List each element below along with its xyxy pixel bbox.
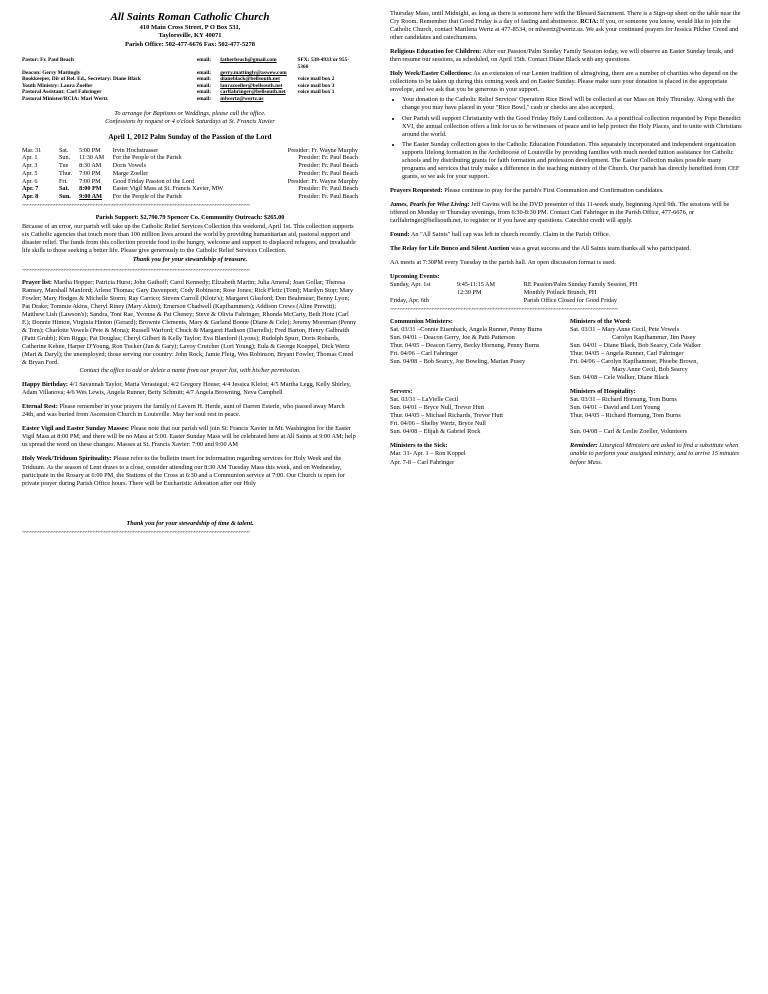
staff-role: Pastor: Fr. Paul Beach	[22, 57, 74, 64]
staff-role: Youth Ministry: Laura Zoeller	[22, 82, 93, 89]
list-item: • The Easter Sunday collection goes to the Catholic Education Foundation. This separately incorporated and independent organization supports lifelong formation in the Archdiocese of Louisville by providing families with much needed tuition assistance for Catholic schools and by distributing grants for faith formation and profession development. The Easter Collection makes possible many programs and services that truly make a difference in the teaching ministry of the Church. Our parish has directly benefited from CEF grants, so we ask for your support.	[402, 141, 742, 181]
ministers-row-1	[390, 318, 742, 382]
religious-ed	[390, 48, 742, 64]
aa-notice: AA meets at 7:30PM every Tuesday in the parish hall. An open discussion format is used.	[390, 259, 616, 267]
eternal-rest	[22, 403, 358, 419]
found-label: Found:	[390, 231, 410, 239]
email-label: email:	[196, 76, 212, 83]
schedule-date: Apr. 6	[22, 177, 38, 185]
birthday-text: 4/1 Savannah Taylor, Maria Verastegui; 4/2 Gregory House; 4/4 Jessica Klefot; 4/5 Martha Legg, Kelly Shirley, Adam Villanova; 4/6 Wes Lewis, Angela Runner, Betty Schmitt; 4/7 Angela Browning, Neva Campbell	[22, 381, 351, 397]
list-item	[570, 420, 742, 428]
staff-extra	[298, 96, 359, 102]
schedule-date: Apr. 5	[22, 169, 38, 177]
schedule-presider: Presider: Fr. Wayne Murphy	[287, 177, 358, 185]
pearls-label: James, Pearls for Wise Living:	[390, 200, 470, 208]
divider: ~~~~~~~~~~~~~~~~~~~~~~~~~~~~~~~~~~~~~~~~~~~~~~~~~~~~~~~~~~~~~~~~~~~~~~~~~~~~~~~~~~~~~~	[22, 530, 250, 537]
thanks-treasure: Thank you for your stewardship of treasure.	[132, 255, 248, 263]
thanks-time: Thank you for your stewardship of time & talent.	[126, 520, 254, 527]
divider: ~~~~~~~~~~~~~~~~~~~~~~~~~~~~~~~~~~~~~~~~~~~~~~~~~~~~~~~~~~~~~~~~~~~~~~~~~~~~~~~~~~~~~~	[22, 202, 250, 209]
church-title: All Saints Roman Catholic Church	[110, 11, 270, 23]
pearls-text: Jeff Cavins will be the DVD presenter of this 11-week study, beginning April 9th. The sessions will be offered on Monday or Thursday evenings, from 6:30-8:30 PM. Contact Carl Fahringer in the Parish Office, 477-6676, or carlfahringer@bellsouth.net, to register or if you have any questions. Catechist credit will apply.	[390, 200, 730, 225]
communion-label: Communion Ministers:	[390, 317, 453, 325]
schedule-intention: For the People of the Parish	[112, 193, 182, 201]
staff-extra: voice mail box 1	[297, 89, 335, 96]
relay-label: The Relay for Life Bunco and Silent Auction	[390, 245, 510, 253]
staff-directory	[22, 57, 358, 102]
schedule-intention: Irvin Hochstrasser	[112, 146, 159, 154]
event-date	[390, 289, 457, 297]
list-item: Sun. 04/08 – Carl & Leslie Zoeller, Volunteers	[570, 428, 688, 436]
schedule-presider: Presider: Fr. Paul Beach	[298, 154, 358, 162]
list-item: Sat. 03/31 – Richard Hornung, Tom Burns	[570, 396, 677, 404]
staff-email-link[interactable]: fatherbeach@gmail.com	[220, 57, 277, 64]
email-label: email:	[196, 69, 212, 76]
schedule-presider: Presider: Fr. Paul Beach	[298, 193, 358, 201]
rest-label: Eternal Rest:	[22, 403, 58, 411]
schedule-row	[22, 147, 358, 155]
staff-row	[22, 96, 358, 102]
staff-email-link[interactable]: dianeblack@bellsouth.net	[220, 76, 280, 83]
email-label: email:	[196, 89, 212, 96]
list-item: Sun. 04/01 – Deacon Gerry, Joe & Patti Patterson	[390, 333, 515, 341]
list-item: Sat. 03/31 – LaVielle Cecil	[390, 396, 459, 404]
mass-schedule	[22, 147, 358, 201]
left-footer	[22, 520, 358, 541]
reminder-body: Liturgical Ministers are asked to find a substitute when unable to perform your assigned ministry, and to arrive 15 minutes before Mass.	[570, 442, 740, 466]
event-description: RE Passion/Palm Sunday Family Session, PH	[523, 281, 638, 289]
reled-label: Religious Education for Children:	[390, 48, 482, 56]
reminder-label: Reminder:	[570, 442, 598, 450]
holyweek-text: Please refer to the bulletin insert for information regarding services for Holy Week and the Triduum. As the season of Lent draws to a close, consider attending our 8:30 AM Tuesday Mass this week, and on Wednesday, participate in the Rosary at 6:00 PM, the Stations of the Cross at 6:30 and a Communion service at 7:00. Our Church is open for private prayer during Parish Office hours. There will be Eucharistic Adoration after our Holy	[22, 455, 345, 487]
easter-masses	[22, 425, 358, 449]
schedule-intention: Good Friday Passion of the Lord	[112, 177, 194, 185]
servers-label: Servers:	[390, 388, 413, 396]
events-label: Upcoming Events:	[390, 273, 440, 281]
list-item: Thur. 04/05 – Deacon Gerry, Becky Hornung, Penny Burns	[390, 341, 540, 349]
schedule-day: Sun.	[58, 154, 71, 162]
ministers-row-3	[390, 442, 742, 470]
list-item: • Our Parish will support Christianity with the Good Friday Holy Land collection. As a pontifical collection requested by Pope Benedict XVI, the annual collection offers a link for us to be witnesses of peace and to help protect the Holy Places, and to unite with Christians around the world.	[402, 115, 742, 139]
schedule-time: 7:00 PM	[79, 169, 101, 177]
staff-email-link[interactable]: mlwertz@wertz.us	[220, 95, 264, 102]
rcia-text: If you, or someone you know, would like to join the Catholic Church, contact Marilena Wertz at 477-8534, or mlwertz@wertz.us. We ask your continued prayers for Jessica Pilcher Creed and other candidates and catechumens.	[390, 18, 739, 42]
schedule-row	[22, 162, 358, 170]
list-item: Mary Anne Cecil, Bob Searcy	[612, 366, 688, 374]
schedule-date: Apr. 8	[22, 193, 39, 201]
event-time: 9:45-11:15 AM	[456, 281, 495, 289]
support-line: Parish Support: $2,790.79 Spencer Co. Community Outreach: $265.00	[95, 213, 285, 221]
birthdays	[22, 381, 358, 397]
list-item: • Your donation to the Catholic Relief Services' Operation Rice Bowl will be collected at our Mass on Holy Thursday. Along with the change you may have placed in your "Rice Bowl," cash or checks are also accepted.	[402, 96, 742, 112]
found-notice	[390, 231, 742, 239]
schedule-intention: Marge Zoeller	[112, 169, 149, 177]
prayers-requested	[390, 187, 742, 195]
event-time: 12:30 PM	[456, 289, 482, 297]
collections-label: Holy Week/Easter Collections:	[390, 70, 472, 78]
staff-role: Pastoral Assistant: Carl Fahringer	[22, 89, 102, 96]
address-line-2: Taylorsville, KY 40071	[158, 32, 222, 40]
prayers-req-label: Prayers Requested:	[390, 186, 443, 194]
crs-paragraph: Because of an error, our parish will take up the Catholic Relief Services Collection this weekend, April 1st. This collection supports six Catholic agencies that touch more than 100 million lives around the world by providing humanitarian aid, pastoral support and disaster relief. The funds from this collection provide food to the hungry, welcome and support to displaced refugees, and invaluable life skills to those seeking a better life. Please give generously to the Catholic Relief Services Collection.	[22, 222, 356, 254]
staff-extra: voice mail box 2	[297, 76, 335, 83]
schedule-time: 9:00 AM	[79, 193, 102, 201]
ministers-row-2	[390, 388, 742, 436]
schedule-day: Sat.	[58, 185, 70, 193]
easter-text: Please note that our parish will join St. Francis Xavier in Mt. Washington for the Easter Vigil Mass at 8:00 PM; and there will be no Mass at 5:00. Easter Sunday Mass will be celebrated here at All Saints at 9:00 AM; help us spread the word on these changes. Masses at St. Francis Xavier: 7:00 and 9:00 AM	[22, 425, 356, 449]
holyweek-label: Holy Week/Triduum Spirituality:	[22, 455, 112, 463]
schedule-time: 7:00 PM	[79, 177, 101, 185]
email-label: email:	[196, 95, 212, 102]
schedule-intention: Doris Vowels	[112, 162, 146, 170]
schedule-date: Apr. 7	[22, 185, 39, 193]
list-item: Sun. 04/01 – Diane Black, Bob Searcy, Cele Walker	[570, 341, 701, 349]
word-ministers	[570, 318, 742, 382]
date-heading: April 1, 2012 Palm Sunday of the Passion of the Lord	[108, 132, 272, 141]
holy-week	[22, 455, 358, 487]
schedule-intention: For the People of the Parish	[112, 154, 182, 162]
schedule-time: 8:30 AM	[79, 162, 102, 170]
schedule-presider: Presider: Fr. Paul Beach	[298, 162, 358, 170]
schedule-time: 11:30 AM	[79, 154, 105, 162]
sick-ministers	[390, 442, 562, 470]
schedule-row	[22, 154, 358, 162]
staff-role: Deacon: Gerry Mattingly	[22, 69, 81, 76]
collections-text: As an extension of our Lenten tradition of almsgiving, there are a number of charities who depend on the collections to be taken up during this coming week and on Easter Sunday. Please make sure your donation is placed in the appropriate envelope, and we ask that you be generous in your support.	[390, 70, 738, 94]
hospitality-label: Ministers of Hospitality:	[570, 388, 636, 396]
schedule-row	[22, 170, 358, 178]
baptism-note: To arrange for Baptisms or Weddings, please call the office.	[114, 110, 266, 118]
staff-role: Bookkeeper, Dir of Rel. Ed., Secretary: Diane Black	[22, 76, 141, 83]
list-item: Sat. 03/31 –Connie Eisenback, Angela Runner, Penny Burns	[390, 325, 543, 333]
address-line-1: 410 Main Cross Street, P O Box 531,	[139, 24, 241, 32]
list-item: Thur. 04/05 – Richard Hornung, Tom Burns	[570, 412, 681, 420]
schedule-intention: Easter Vigil Mass at St. Francis Xavier, MW	[112, 185, 224, 193]
reled-text: After our Passion/Palm Sunday Family Session today, we will observe an Easter Sunday break, and then resume our sessions, as scheduled, on April 15th. Contact Diane Black with any questions.	[390, 48, 734, 64]
schedule-day: Sat.	[58, 146, 69, 154]
list-item: Thur. 04/05 – Angela Runner, Carl Fahringer	[570, 349, 684, 357]
event-date: Sunday, Apr. 1st	[390, 281, 431, 289]
adoration-text	[390, 10, 742, 42]
schedule-time: 8:00 PM	[79, 185, 102, 193]
list-item: Sun. 04/08 – Bob Searcy, Joe Bowling, Marian Pusey	[390, 357, 526, 365]
schedule-day: Sun.	[58, 193, 71, 201]
relay-text: was a great success and the All Saints team thanks all who participated.	[510, 245, 691, 253]
schedule-presider: Presider: Fr. Wayne Murphy	[287, 146, 358, 154]
schedule-time: 5:00 PM	[79, 146, 101, 154]
phone-numbers: Parish Office: 502-477-6676 Fax: 502-477-5278	[125, 40, 255, 48]
found-text: An "All Saints" ball cap was left in church recently. Claim in the Parish Office.	[410, 231, 611, 239]
schedule-presider: Presider: Fr. Paul Beach	[298, 185, 358, 193]
birthday-label: Happy Birthday:	[22, 381, 69, 389]
confession-note: Confessions by request or 4 o'clock Saturdays at St. Francis Xavier	[105, 118, 275, 126]
staff-row	[22, 57, 358, 70]
schedule-row	[22, 178, 358, 186]
schedule-row	[22, 185, 358, 193]
prayer-contact: Contact the office to add or delete a name from our prayer list, with his/her permission.	[79, 367, 301, 375]
reminder	[570, 442, 742, 470]
left-column	[22, 10, 358, 492]
list-item: Sat. 03/31 – Mary Anne Cecil, Pete Vowels	[570, 325, 680, 333]
events-table	[390, 281, 742, 305]
email-label: email:	[196, 82, 212, 89]
word-label: Ministers of the Word:	[570, 317, 632, 325]
staff-extra: voice mail box 3	[297, 82, 335, 89]
list-item: Sun. 04/01 – David and Lori Young	[570, 404, 660, 412]
event-row	[390, 281, 742, 289]
event-row	[390, 297, 742, 305]
list-item: Thur. 04/05 – Michael Richards, Trevor Hutt	[390, 412, 503, 420]
event-time	[457, 297, 524, 305]
event-description: Monthly Potluck Brunch, PH	[523, 289, 597, 297]
event-description: Parish Office Closed for Good Friday	[523, 297, 617, 305]
schedule-date: Apr. 3	[22, 162, 38, 170]
list-item: Fri. 04/06 – Carl Fahringer	[390, 349, 459, 357]
collections-list	[390, 96, 742, 180]
list-item: Apr. 7-8 – Carl Fahringer	[390, 458, 455, 466]
list-item: Fri. 04/06 – Carolyn Kapfhammer, Phoebe Brown,	[570, 357, 698, 365]
sick-label: Ministers to the Sick:	[390, 442, 448, 450]
list-item: Sun. 04/08 – Elijah & Gabriel Rock	[390, 428, 481, 436]
staff-email-link[interactable]: carlfahringer@bellsouth.net	[220, 89, 286, 96]
relay-notice	[390, 245, 742, 253]
divider: ~~~~~~~~~~~~~~~~~~~~~~~~~~~~~~~~~~~~~~~~~~~~~~~~~~~~~~~~~~~~~~~~~~~~~~~~~~~~~~~~~~~~~~	[22, 267, 250, 274]
list-item: Sun. 04/08 – Cele Walker, Diane Black	[570, 374, 669, 382]
schedule-day: Thur.	[58, 169, 73, 177]
rcia-label: RCIA:	[580, 18, 599, 26]
rest-text: Please remember in your prayers the family of Lavern H. Herde, aunt of Darren Esterle, who passed away March 24th, and was buried from Ascension Church in Louisville. May her soul rest in peace.	[22, 403, 345, 419]
schedule-day: Fri.	[58, 177, 68, 185]
prayer-names: Martha Hopper; Patricia Hurst; John Gathoff; Carol Kennedy; Elizabeth Martin; Julia Ameral; Joan Gollar; Theresa Ramsey, Marshall Manford; Arlene Thomas; Gary Davenport; Cody Robinson; Rose Jones; Rick Fleitz (Tom); Marilyn Stop; Mary Fowler; Mary Hodges & Michelle Storm; Ray Carrico; Steven Carroll (Klotz's); Margaret Glasford; Don Beahmear; Benny Lyon; Pat Drake; Tommie Akins, Cheryl Riney (Mary Akins); Emerson Chadwell (Kapfhammers); Addison Crews (Aline Prewitt); Matthew Lish (Lawson's); Sandra, Toni Rae, Yvonne & Pat Cheney; Steve & Olivia Fahringer, Rhonda McCarty, Beth Hotz (Carl F.); Donnie Hinton, Virginia Hinton (Gerard); Brownie Clements, Mary & Garland Boone (Diane & Cele); Jeremy Moreman (Penny & Tom); Charlotte Vowels (Pete & Mona); Russell Warford; Chuck & Margaret Hadison (Darrells); Fred Barton, Henry Galbraith (Patti Grubb); Kim Riggs; Pat Douglas; Cheryl Gilbert & Kelly Taylor; Eva Blanford (Lyons); Rudolph Spurr, Doris Robards, Catherine Kehne, Harper D'Young, Ron Tucker (Jan & Gary); Lavoy Crutcher (Lori Young); Eula & George Koeppel, Dick Wertz (Mari & Daryl); the unemployed; those serving our country: John Rock, Jamie Fleig, Wes Robinson, Bryant Fowler, Thomas Creed & Bryan Ford.	[22, 278, 357, 367]
schedule-date: Apr. 1	[22, 154, 38, 162]
list-item: Carolyn Kapfhammer, Jim Pusey	[612, 333, 696, 341]
list-item: Mar. 31- Apr. 1 – Ron Koppel	[390, 450, 466, 458]
staff-email-link[interactable]: gerry.mattingly@aswew.com	[220, 69, 287, 76]
adoration-body: Thursday Mass, until Midnight, as long as there is someone here with the Blessed Sacrament. There is a Sign-up sheet on the table near the Cry Room. Remember that Good Friday is a day of fasting and abstinence.	[390, 10, 741, 26]
servers	[390, 388, 562, 436]
reminder-text	[570, 442, 742, 466]
schedule-day: Tue	[58, 162, 69, 170]
email-label: email:	[196, 57, 212, 64]
easter-collections	[390, 70, 742, 94]
list-item: Fri. 04/06 – Shelby Wertz, Bryce Null	[390, 420, 486, 428]
prayers-req-text: Please continue to pray for the parish's First Communion and Confirmation candidates.	[444, 186, 664, 194]
event-row	[390, 289, 742, 297]
schedule-presider: Presider: Fr. Paul Beach	[298, 169, 358, 177]
event-date: Friday, Apr. 6th	[390, 297, 429, 305]
prayer-label: Prayer list:	[22, 278, 53, 286]
prayer-list	[22, 279, 358, 368]
staff-email-link[interactable]: laurazoeller@bellsouth.net	[220, 82, 283, 89]
schedule-row	[22, 193, 358, 201]
hospitality-ministers	[570, 388, 742, 436]
communion-ministers	[390, 318, 562, 382]
pearls-study	[390, 201, 742, 225]
easter-label: Easter Vigil and Easter Sunday Masses:	[22, 425, 130, 433]
divider: ~~~~~~~~~~~~~~~~~~~~~~~~~~~~~~~~~~~~~~~~~~~~~~~~~~~~~~~~~~~~~~~~~~~~~~~~~~~~~~~~~~~~~~	[390, 307, 618, 314]
staff-extra: SFX: 538-4933 or 955-5366	[297, 57, 350, 70]
right-column	[390, 10, 742, 471]
staff-role: Pastoral Minister/RCIA: Mari Wertz	[22, 95, 108, 102]
schedule-date: Mar. 31	[22, 146, 42, 154]
list-item: Sun. 04/01 – Bryce Null, Trevor Hutt	[390, 404, 485, 412]
